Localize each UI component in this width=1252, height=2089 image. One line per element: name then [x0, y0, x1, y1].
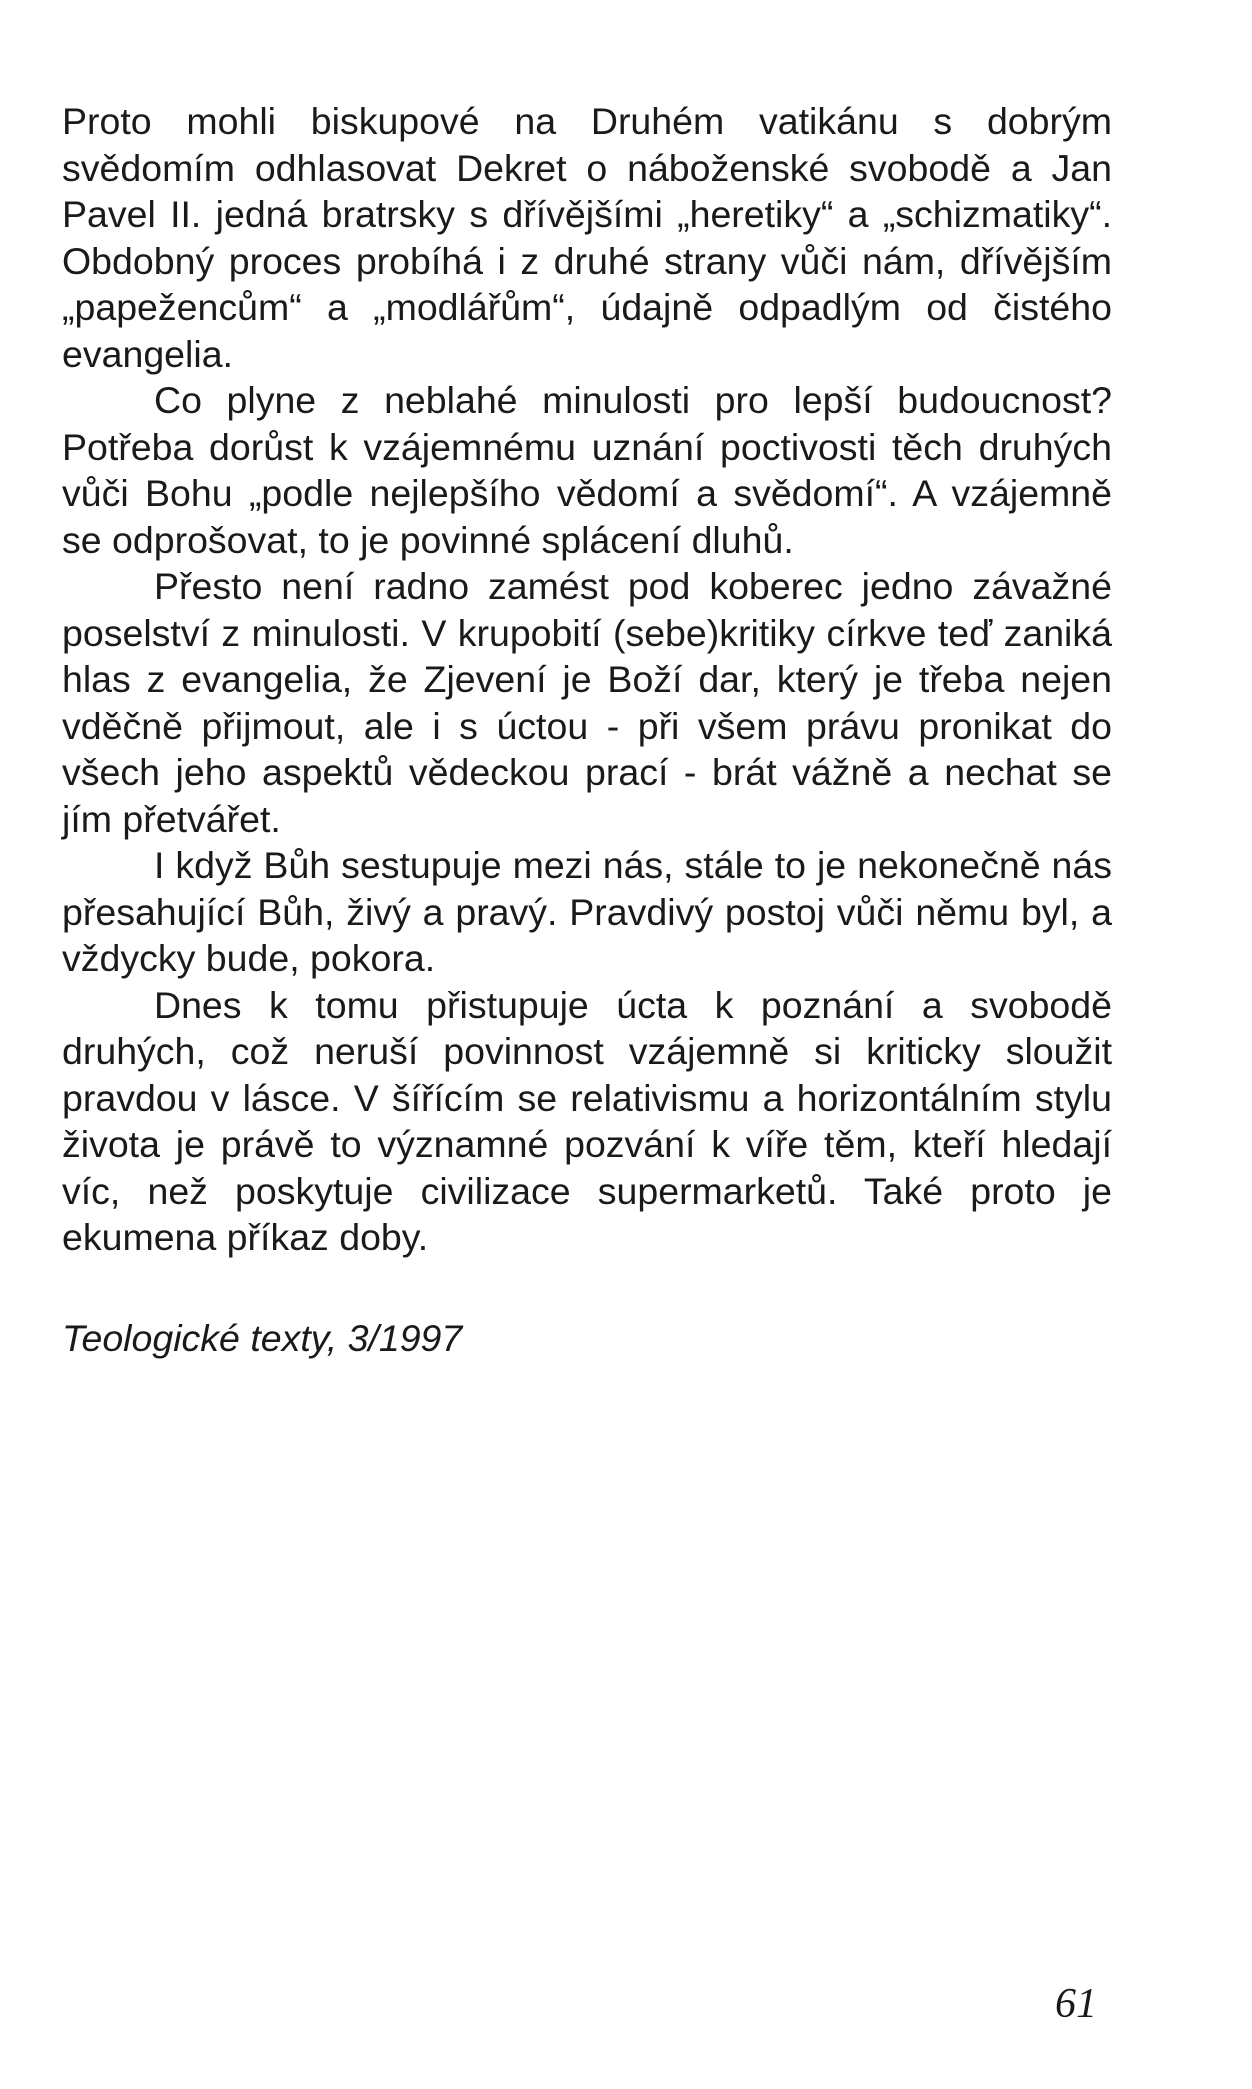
source-citation: Teologické texty, 3/1997 — [62, 1316, 463, 1359]
page-number: 61 — [1055, 1981, 1097, 2027]
page-content — [62, 98, 1112, 1361]
paragraph-5: Dnes k tomu přistupuje úcta k poznání a svobodě druhých, což neruší povinnost vzájemně si kriticky sloužit pravdou v lásce. V šířícím se relativismu a horizontálním stylu života je právě to významné pozvání k víře těm, kteří hledají víc, než poskytuje civilizace supermarketů. Také proto je ekumena příkaz doby. — [62, 983, 1112, 1258]
paragraph-2: Co plyne z neblahé minulosti pro lepší budoucnost? Potřeba dorůst k vzájemnému uznání poctivosti těch druhých vůči Bohu „podle nejlepšího vědomí a svědomí“. A vzájemně se odprošovat, to je povinné splácení dluhů. — [62, 379, 1112, 561]
paragraph-1: Proto mohli biskupové na Druhém vatikánu s dobrým svědomím odhlasovat Dekret o náboženské svobodě a Jan Pavel II. jedná bratrsky s dřívějšími „heretiky“ a „schizmatiky“. Obdobný proces probíhá i z druhé strany vůči nám, dřívějším „papežencům“ a „modlářům“, údajně odpadlým od čistého evangelia. — [62, 100, 1112, 375]
paragraph-3: Přesto není radno zamést pod koberec jedno závažné poselství z minulosti. V krupobití (sebe)kritiky církve teď zaniká hlas z evangelia, že Zjevení je Boží dar, který je třeba nejen vděčně přijmout, ale i s úctou - při všem právu pronikat do všech jeho aspektů vědeckou prací - brát vážně a nechat se jím přetvářet. — [62, 565, 1112, 840]
paragraph-4: I když Bůh sestupuje mezi nás, stále to je nekonečně nás přesahující Bůh, živý a pravý. Pravdivý postoj vůči němu byl, a vždycky bude, pokora. — [62, 844, 1112, 979]
article-body — [62, 98, 1112, 1261]
